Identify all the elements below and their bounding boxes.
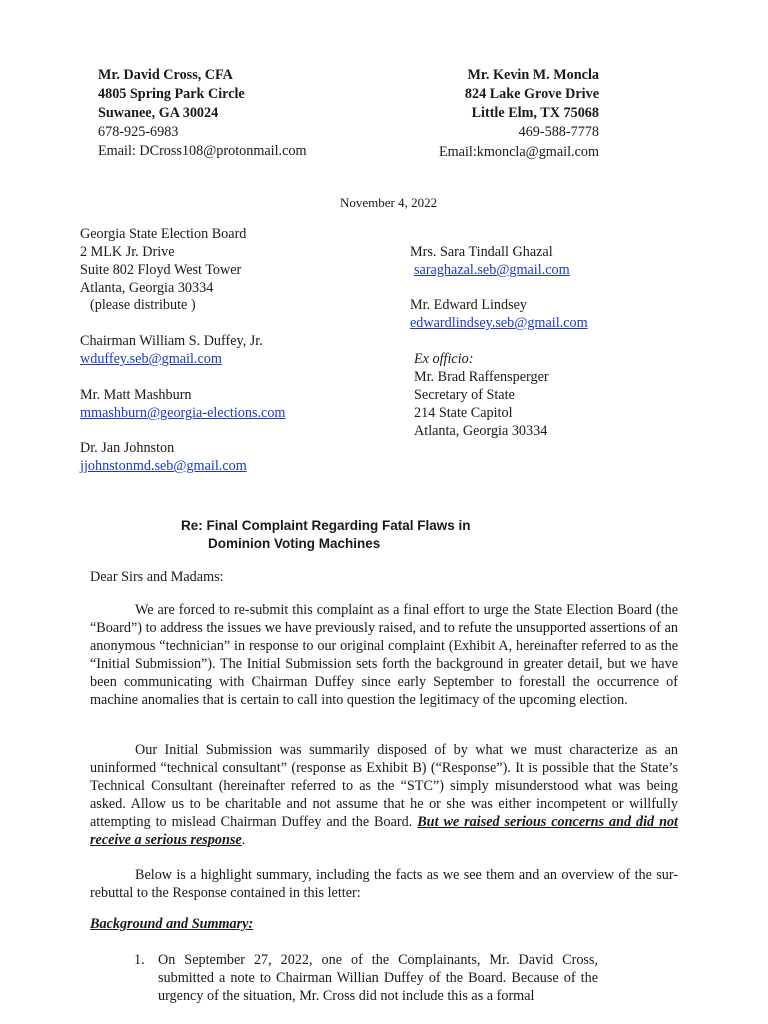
sender-right-email: Email:kmoncla@gmail.com (438, 144, 599, 160)
sender-left-email: Email: DCross108@protonmail.com (98, 143, 307, 159)
sender-left-city: Suwanee, GA 30024 (98, 105, 219, 121)
exofficio-city: Atlanta, Georgia 30334 (414, 423, 548, 439)
recipient-org: Georgia State Election Board (80, 226, 247, 242)
recipient-duffey-email-link[interactable]: wduffey.seb@gmail.com (80, 351, 222, 367)
recipient-suite: Suite 802 Floyd West Tower (80, 262, 242, 278)
sender-left-name: Mr. David Cross, CFA (98, 67, 233, 83)
recipient-lindsey-email-link[interactable]: edwardlindsey.seb@gmail.com (410, 315, 588, 331)
exofficio-title: Secretary of State (414, 387, 515, 403)
sender-right-city: Little Elm, TX 75068 (471, 105, 599, 121)
recipient-ghazal-name: Mrs. Sara Tindall Ghazal (410, 244, 553, 260)
exofficio-label: Ex officio: (414, 351, 474, 367)
salutation: Dear Sirs and Madams: (90, 569, 224, 585)
letter-date: November 4, 2022 (340, 195, 438, 210)
recipient-note: (please distribute ) (90, 297, 196, 313)
recipient-street: 2 MLK Jr. Drive (80, 244, 175, 260)
recipient-ghazal-email-link[interactable]: saraghazal.seb@gmail.com (414, 262, 570, 278)
sender-left-phone: 678-925-6983 (98, 124, 179, 140)
sender-left-street: 4805 Spring Park Circle (98, 86, 245, 102)
recipient-johnston-name: Dr. Jan Johnston (80, 440, 175, 456)
recipient-mashburn-name: Mr. Matt Mashburn (80, 387, 192, 403)
paragraph-1: We are forced to re-submit this complaint as a final effort to urge the State Election Board (the “Board”) to address the issues we have previously raised, and to refute the unsupported assertions of an anonymous “technician” in response to our original complaint (Exhibit A, hereinafter referred to as the “Initial Submission”). The Initial Submission sets forth the background in greater detail, but we have been communicating with Chairman Duffey since early September to forestall the occurrence of machine anomalies that is certain to call into question the legitimacy of the upcoming election. (90, 602, 678, 708)
recipient-mashburn-email-link[interactable]: mmashburn@georgia-elections.com (80, 405, 286, 421)
list-item-1-text: On September 27, 2022, one of the Complainants, Mr. David Cross, submitted a note to Chairman Willian Duffey of the Board. Because of the urgency of the situation, Mr. Cross did not include this as a formal (158, 952, 598, 1004)
recipient-city: Atlanta, Georgia 30334 (80, 280, 214, 296)
recipient-johnston-email-link[interactable]: jjohnstonmd.seb@gmail.com (80, 458, 247, 474)
recipient-lindsey-name: Mr. Edward Lindsey (410, 297, 528, 313)
paragraph-2-emphasis: But we raised serious concerns and did not receive a serious response (90, 814, 678, 848)
exofficio-name: Mr. Brad Raffensperger (414, 369, 549, 385)
paragraph-2-text: Our Initial Submission was summarily disposed of by what we must characterize as an uninformed “technical consultant” (response as Exhibit B) (“Response”). It is possible that the State’s Technical Consultant (hereinafter referred to as the “STC”) simply misunderstood what was being asked. Allow us to be charitable and not assume that he or she was either incompetent or willfully attempting to mislead Chairman Duffey and the Board. (90, 742, 678, 830)
paragraph-2 (90, 741, 678, 849)
paragraph-3: Below is a highlight summary, including the facts as we see them and an overview of the sur-rebuttal to the Response contained in this letter: (90, 867, 678, 901)
subject-line-2: Dominion Voting Machines (208, 536, 381, 551)
sender-right-street: 824 Lake Grove Drive (464, 86, 599, 102)
section-heading: Background and Summary: (90, 916, 254, 932)
sender-right-name: Mr. Kevin M. Moncla (467, 67, 599, 83)
sender-right-phone: 469-588-7778 (518, 124, 599, 140)
recipient-duffey-name: Chairman William S. Duffey, Jr. (80, 333, 263, 349)
paragraph-2-end: . (241, 832, 246, 848)
list-item-1-number: 1. (134, 952, 145, 968)
exofficio-street: 214 State Capitol (414, 405, 513, 421)
subject-line-1: Re: Final Complaint Regarding Fatal Flaws in (181, 518, 471, 533)
